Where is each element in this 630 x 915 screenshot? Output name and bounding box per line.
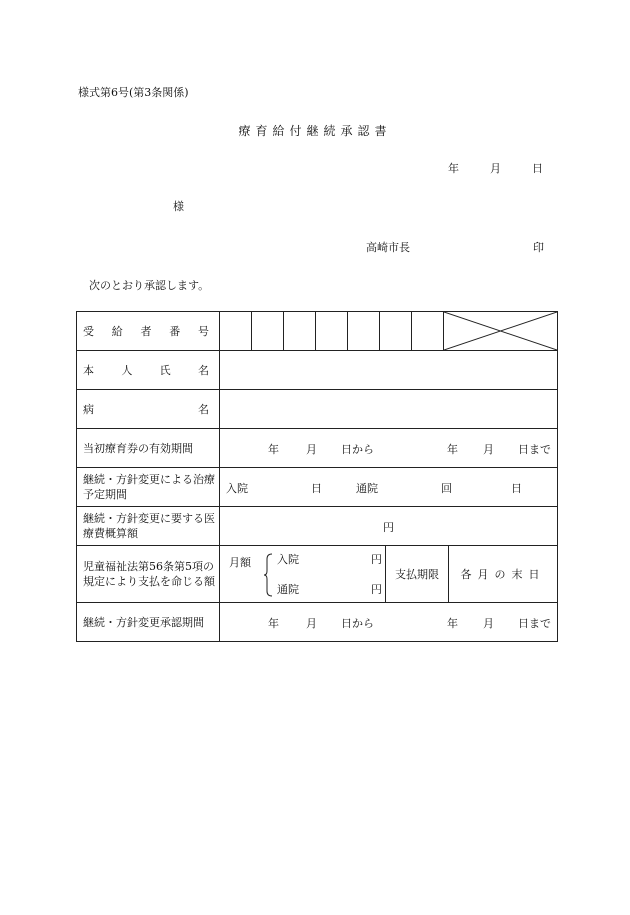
- medical-cost-label: 継続・方針変更に要する医療費概算額: [77, 507, 220, 546]
- recipient-number-boxes[interactable]: [220, 312, 558, 351]
- recipient-suffix: 様: [173, 200, 184, 213]
- digit-box[interactable]: [380, 312, 412, 350]
- name-label: 本 人 氏 名: [77, 351, 220, 390]
- row-medical-cost: [77, 507, 558, 546]
- row-approval-period: [77, 603, 558, 642]
- digit-box[interactable]: [412, 312, 444, 350]
- seal-mark: 印: [533, 241, 544, 254]
- treatment-period-label: 継続・方針変更による治療予定期間: [77, 468, 220, 507]
- issuer-name: 高崎市長: [366, 241, 410, 254]
- payment-label: 児童福祉法第56条第5項の規定により支払を命じる額: [77, 546, 220, 603]
- document-title: 療育給付継続承認書: [238, 124, 392, 138]
- payment-deadline-label: 支払期限: [386, 546, 449, 603]
- brace-icon: [264, 553, 274, 597]
- date-month: 月: [490, 162, 501, 175]
- digit-box[interactable]: [316, 312, 348, 350]
- crossed-out-box: [444, 312, 557, 350]
- yen-unit: 円: [383, 521, 394, 534]
- medical-cost-field[interactable]: [220, 507, 558, 546]
- monthly-label: 月額: [229, 556, 251, 569]
- payment-amount-field[interactable]: 月額 入院 円 通院 円: [220, 546, 386, 603]
- date-year: 年: [448, 162, 459, 175]
- date-day: 日: [532, 162, 543, 175]
- name-field[interactable]: [220, 351, 558, 390]
- row-treatment-period: [77, 468, 558, 507]
- digit-box[interactable]: [252, 312, 284, 350]
- payment-deadline-value: 各月の末日: [449, 546, 558, 603]
- row-disease: [77, 390, 558, 429]
- row-initial-period: [77, 429, 558, 468]
- digit-box[interactable]: [220, 312, 252, 350]
- disease-field[interactable]: [220, 390, 558, 429]
- approval-period-field[interactable]: 年 月 日から 年 月 日まで: [220, 603, 558, 642]
- row-recipient-number: [77, 312, 558, 351]
- approval-period-label: 継続・方針変更承認期間: [77, 603, 220, 642]
- row-name: [77, 351, 558, 390]
- approval-table: [76, 311, 558, 642]
- issue-date: [448, 160, 543, 176]
- initial-period-field[interactable]: 年 月 日から 年 月 日まで: [220, 429, 558, 468]
- recipient-number-label: 受 給 者 番 号: [77, 312, 220, 351]
- row-payment: [77, 546, 558, 603]
- intro-text: 次のとおり承認します。: [89, 279, 210, 292]
- digit-box[interactable]: [284, 312, 316, 350]
- disease-label: 病 名: [77, 390, 220, 429]
- form-number: 様式第6号(第3条関係): [78, 86, 189, 99]
- initial-period-label: 当初療育券の有効期間: [77, 429, 220, 468]
- digit-box[interactable]: [348, 312, 380, 350]
- treatment-period-field[interactable]: 入院 日 通院 回 日: [220, 468, 558, 507]
